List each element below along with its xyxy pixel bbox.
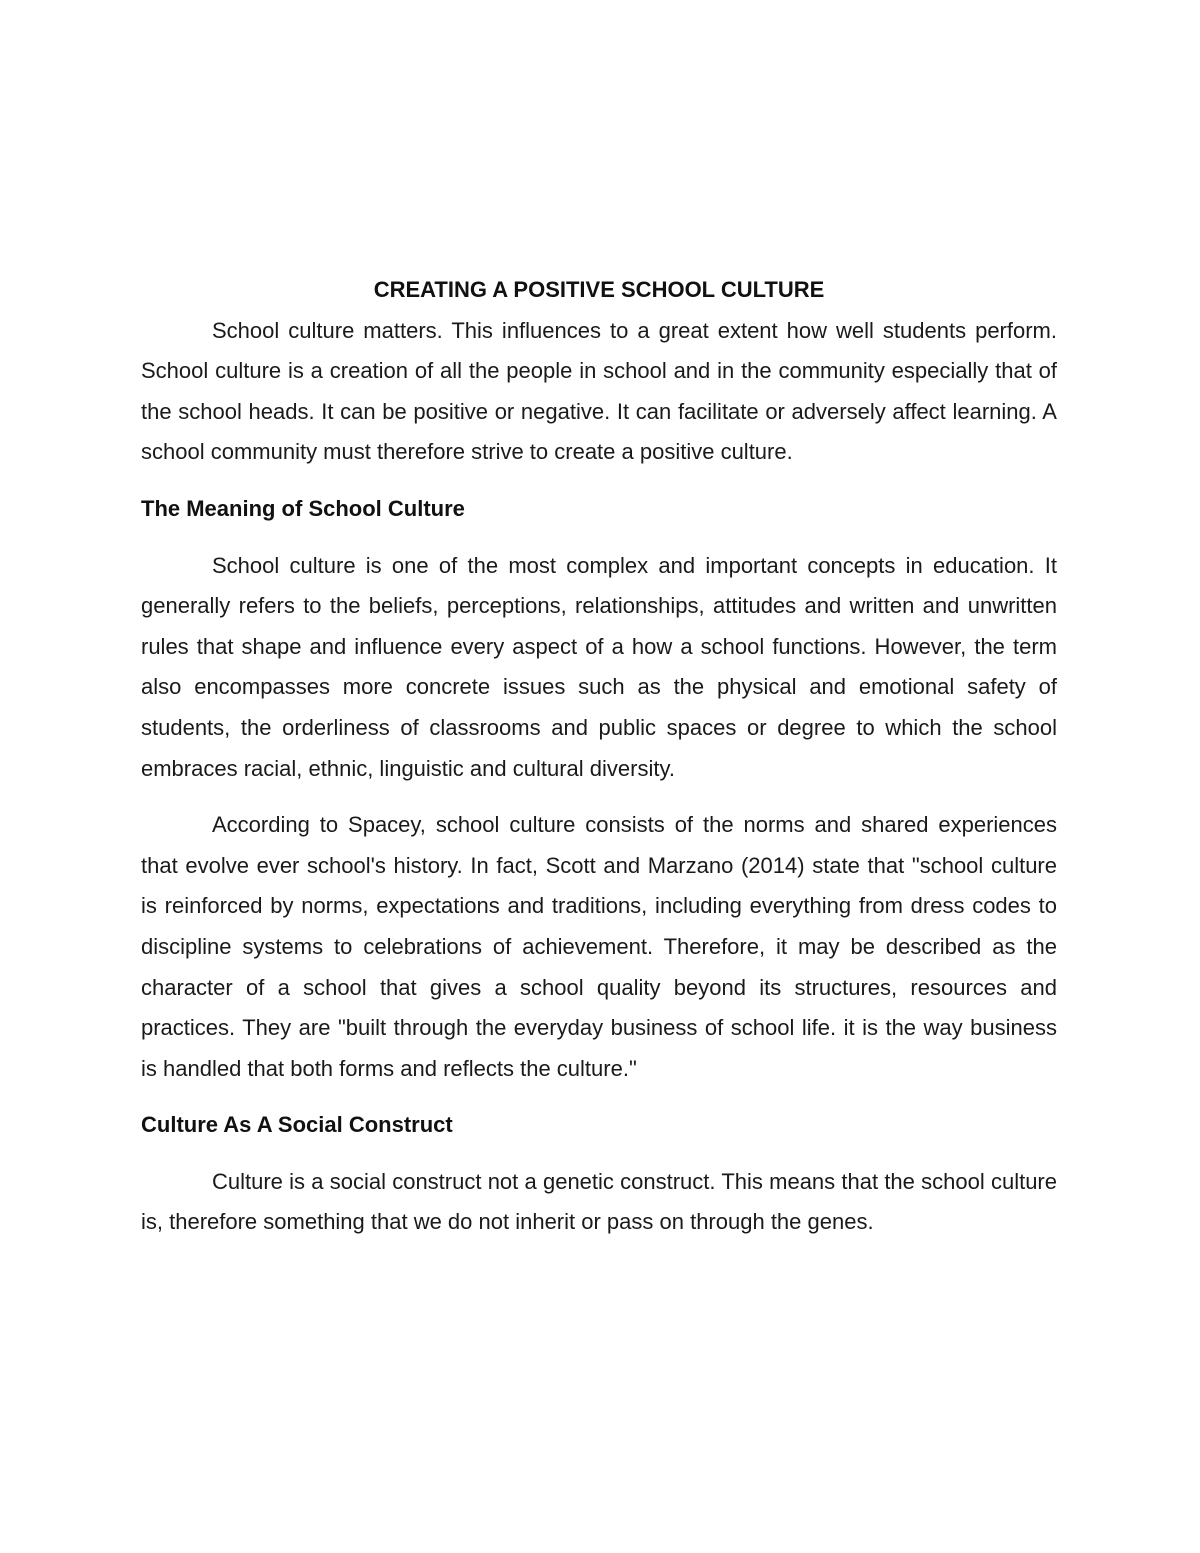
spacer [141,473,1057,489]
document-title: CREATING A POSITIVE SCHOOL CULTURE [373,277,825,302]
section-heading-social-construct: Culture As A Social Construct [141,1112,453,1138]
meaning-paragraph-2: According to Spacey, school culture consists of the norms and shared experiences that evolve ever school's history. In fact, Scott and Marzano (2014) state that "school culture is reinforced by norms, expectations and traditions, including everything from dress codes to discipline systems to celebrations of achievement. Therefore, it may be described as the character of a school that gives a school quality beyond its structures, resources and practices. They are "built through the everyday business of school life. it is the way business is handled that both forms and reflects the culture." [141,812,1057,1081]
spacer [141,1089,1057,1105]
section-heading-meaning: The Meaning of School Culture [141,495,465,521]
spacer [141,1146,1057,1162]
meaning-paragraph-1: School culture is one of the most complex and important concepts in education. It generally refers to the beliefs, perceptions, relationships, attitudes and written and unwritten rules that shape and influence every aspect of a how a school functions. However, the term also encompasses more concrete issues such as the physical and emotional safety of students, the orderliness of classrooms and public spaces or degree to which the school embraces racial, ethnic, linguistic and cultural diversity. [141,552,1057,781]
spacer [141,789,1057,805]
spacer [141,530,1057,546]
document-page [141,270,1057,1243]
social-construct-paragraph-1: Culture is a social construct not a genetic construct. This means that the school culture is, therefore something that we do not inherit or pass on through the genes. [141,1168,1057,1235]
intro-paragraph: School culture matters. This influences to a great extent how well students perform. School culture is a creation of all the people in school and in the community especially that of the school heads. It can be positive or negative. It can facilitate or adversely affect learning. A school community must therefore strive to create a positive culture. [141,317,1057,465]
